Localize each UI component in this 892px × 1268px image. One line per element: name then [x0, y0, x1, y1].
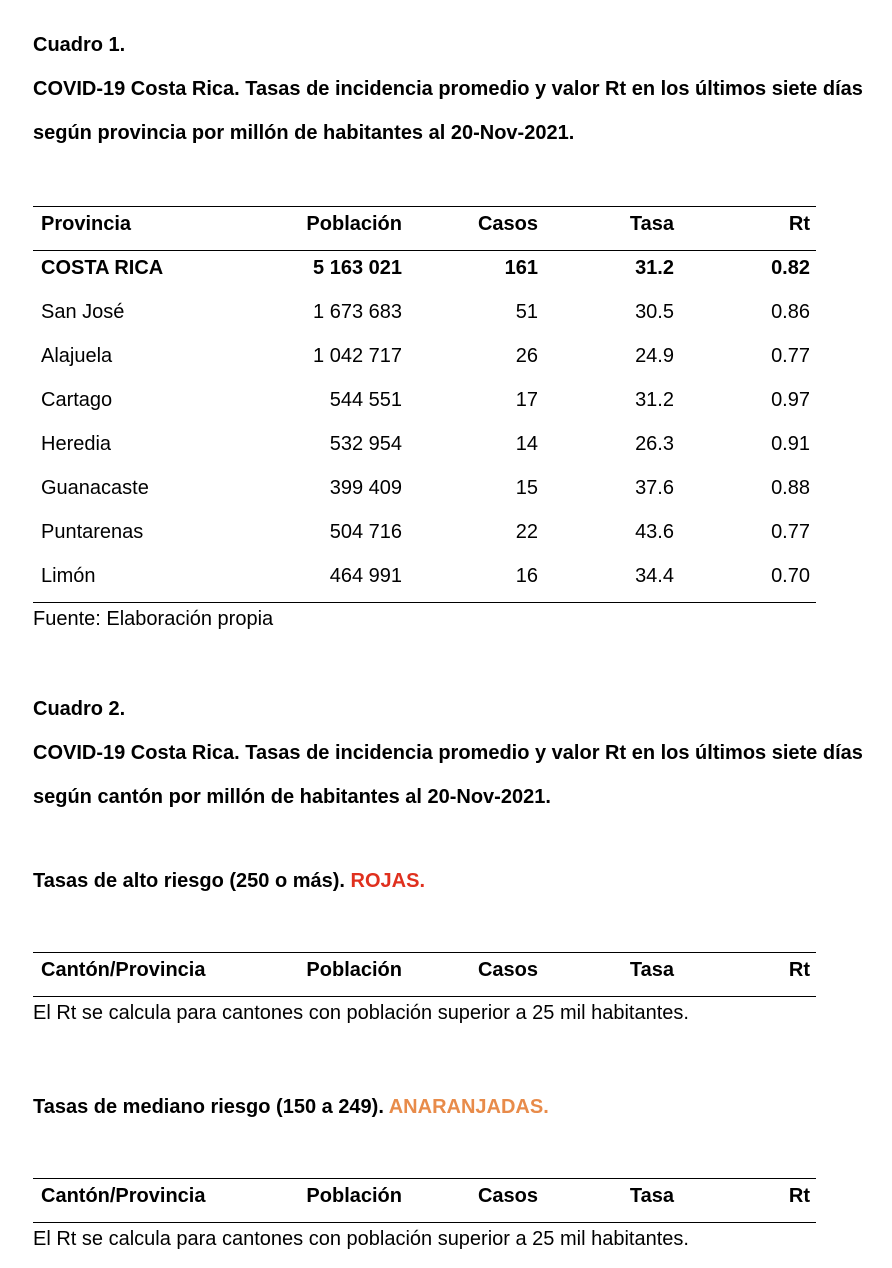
table1-title-line1: COVID-19 Costa Rica. Tasas de incidencia promedio y valor Rt en los últimos siete días — [33, 78, 863, 100]
high-risk-header-rule — [33, 996, 816, 997]
header-casos: Casos — [477, 959, 538, 981]
table2-title-line1: COVID-19 Costa Rica. Tasas de incidencia promedio y valor Rt en los últimos siete días — [33, 742, 863, 764]
cell-poblacion: 399 409 — [329, 477, 402, 499]
cell-poblacion: 1 673 683 — [313, 301, 402, 323]
header-poblacion: Población — [306, 959, 402, 981]
header-tasa: Tasa — [629, 959, 674, 981]
high-risk-heading-text: Tasas de alto riesgo (250 o más). — [33, 870, 345, 892]
cell-rt: 0.77 — [771, 345, 810, 367]
cell-casos: 17 — [515, 389, 538, 411]
cell-provincia: Alajuela — [41, 345, 113, 367]
header-rt: Rt — [788, 1185, 810, 1207]
table1-label: Cuadro 1. — [33, 34, 126, 56]
high-risk-top-rule — [33, 952, 816, 953]
table1-header-provincia: Provincia — [41, 213, 132, 235]
medium-risk-heading-text: Tasas de mediano riesgo (150 a 249). — [33, 1096, 384, 1118]
cell-poblacion: 1 042 717 — [313, 345, 402, 367]
table1-title-line2: según provincia por millón de habitantes al 20-Nov-2021. — [33, 122, 575, 144]
cell-provincia: Puntarenas — [41, 521, 144, 543]
cell-casos: 26 — [515, 345, 538, 367]
table2-label: Cuadro 2. — [33, 698, 126, 720]
table2-title-line2: según cantón por millón de habitantes al 20-Nov-2021. — [33, 786, 551, 808]
medium-risk-header-rule — [33, 1222, 816, 1223]
header-tasa: Tasa — [629, 1185, 674, 1207]
cell-poblacion: 464 991 — [329, 565, 402, 587]
cell-casos: 51 — [515, 301, 538, 323]
header-canton-provincia: Cantón/Provincia — [41, 1185, 206, 1207]
cell-rt: 0.97 — [771, 389, 810, 411]
cell-casos: 15 — [515, 477, 538, 499]
cell-rt: 0.91 — [771, 433, 810, 455]
medium-risk-note: El Rt se calcula para cantones con población superior a 25 mil habitantes. — [33, 1228, 689, 1250]
table1-header-rt: Rt — [788, 213, 810, 235]
cell-tasa: 30.5 — [635, 301, 674, 323]
cell-rt: 0.82 — [771, 257, 810, 279]
cell-casos: 16 — [515, 565, 538, 587]
cell-casos: 161 — [504, 257, 538, 279]
table1-bottom-rule — [33, 602, 816, 603]
cell-provincia: COSTA RICA — [41, 257, 164, 279]
cell-poblacion: 544 551 — [329, 389, 402, 411]
high-risk-heading — [33, 870, 425, 893]
medium-risk-tag: ANARANJADAS. — [388, 1096, 549, 1118]
cell-poblacion: 5 163 021 — [313, 257, 402, 279]
cell-tasa: 37.6 — [635, 477, 674, 499]
cell-tasa: 24.9 — [635, 345, 674, 367]
cell-provincia: Heredia — [41, 433, 112, 455]
cell-tasa: 31.2 — [635, 257, 674, 279]
table1-header-poblacion: Población — [306, 213, 402, 235]
table1-header-tasa: Tasa — [629, 213, 674, 235]
cell-rt: 0.70 — [771, 565, 810, 587]
cell-rt: 0.86 — [771, 301, 810, 323]
cell-provincia: Guanacaste — [41, 477, 149, 499]
cell-rt: 0.88 — [771, 477, 810, 499]
cell-tasa: 34.4 — [635, 565, 674, 587]
cell-provincia: Limón — [41, 565, 96, 587]
table1-source: Fuente: Elaboración propia — [33, 608, 274, 630]
cell-tasa: 43.6 — [635, 521, 674, 543]
cell-poblacion: 532 954 — [329, 433, 402, 455]
cell-rt: 0.77 — [771, 521, 810, 543]
table1-header-casos: Casos — [477, 213, 538, 235]
cell-tasa: 31.2 — [635, 389, 674, 411]
cell-casos: 14 — [515, 433, 538, 455]
header-poblacion: Población — [306, 1185, 402, 1207]
header-casos: Casos — [477, 1185, 538, 1207]
high-risk-tag: ROJAS. — [350, 870, 426, 892]
medium-risk-top-rule — [33, 1178, 816, 1179]
table1-top-rule — [33, 206, 816, 207]
table1-header-rule — [33, 250, 816, 251]
header-canton-provincia: Cantón/Provincia — [41, 959, 206, 981]
cell-provincia: San José — [41, 301, 125, 323]
cell-casos: 22 — [515, 521, 538, 543]
cell-tasa: 26.3 — [635, 433, 674, 455]
medium-risk-heading — [33, 1096, 549, 1119]
header-rt: Rt — [788, 959, 810, 981]
high-risk-note: El Rt se calcula para cantones con población superior a 25 mil habitantes. — [33, 1002, 689, 1024]
cell-provincia: Cartago — [41, 389, 113, 411]
cell-poblacion: 504 716 — [329, 521, 402, 543]
